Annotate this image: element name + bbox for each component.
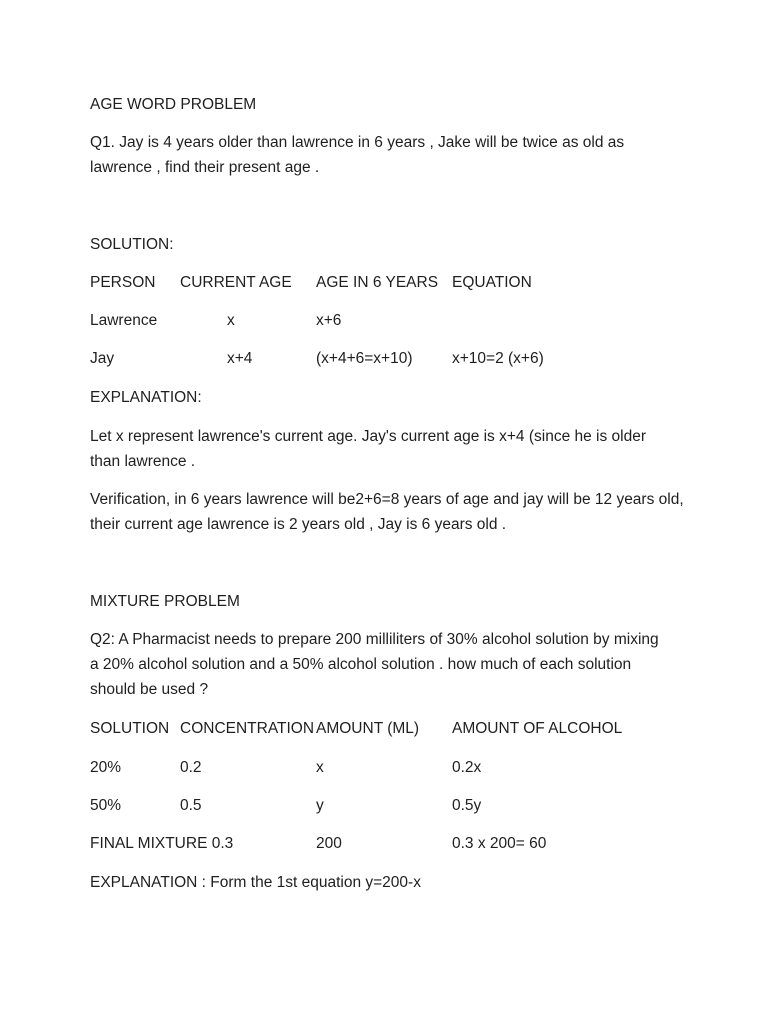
explanation-label: EXPLANATION: (90, 389, 202, 406)
mixture-table-cell: 0.5y (452, 797, 482, 814)
mixture-table-cell: 0.5 (180, 797, 202, 814)
age-table-cell: x+4 (227, 350, 253, 367)
mixture-table-cell: x (316, 759, 324, 776)
age-question: Q1. Jay is 4 years older than lawrence in 6 years , Jake will be twice as old as lawrence , find their present age . (90, 134, 625, 176)
age-table-cell: x (227, 312, 235, 329)
age-table-header-age-in-6-years: AGE IN 6 YEARS (316, 274, 439, 291)
mixture-section-heading: MIXTURE PROBLEM (90, 593, 240, 610)
age-table-cell: x+6 (316, 312, 342, 329)
age-table-header-current-age: CURRENT AGE (180, 274, 292, 291)
mixture-table-header-amount: AMOUNT (ML) (316, 720, 420, 737)
mixture-table-header-solution: SOLUTION (90, 720, 170, 737)
mixture-table-cell: 20% (90, 759, 122, 776)
age-table-cell: Jay (90, 350, 115, 367)
mixture-table-header-concentration: CONCENTRATION (180, 720, 315, 737)
mixture-table-header-row (90, 716, 690, 741)
mixture-table-final-alcohol: 0.3 x 200= 60 (452, 835, 547, 852)
table-row (90, 831, 690, 856)
mixture-explanation: EXPLANATION : Form the 1st equation y=200-x (90, 874, 421, 891)
age-table-header-person: PERSON (90, 274, 156, 291)
mixture-table-cell: 50% (90, 797, 122, 814)
mixture-table-final-amount: 200 (316, 835, 342, 852)
age-table-header-row (90, 270, 690, 295)
age-table-cell: (x+4+6=x+10) (316, 350, 413, 367)
mixture-table-cell: 0.2 (180, 759, 202, 776)
age-verification: Verification, in 6 years lawrence will be2+6=8 years of age and jay will be 12 years old, their current age lawrence is 2 years old , Jay is 6 years old . (90, 491, 684, 533)
age-explanation: Let x represent lawrence's current age. Jay's current age is x+4 (since he is older than lawrence . (90, 428, 647, 470)
age-section-heading: AGE WORD PROBLEM (90, 96, 257, 113)
mixture-table-cell: 0.2x (452, 759, 482, 776)
age-table-header-equation: EQUATION (452, 274, 532, 291)
mixture-table-header-amount-of-alcohol: AMOUNT OF ALCOHOL (452, 720, 623, 737)
mixture-table-final-label: FINAL MIXTURE 0.3 (90, 835, 234, 852)
solution-label: SOLUTION: (90, 236, 174, 253)
table-row (90, 793, 690, 818)
table-row (90, 755, 690, 780)
table-row (90, 308, 690, 333)
age-table-cell: x+10=2 (x+6) (452, 350, 544, 367)
mixture-table-cell: y (316, 797, 324, 814)
age-table-cell: Lawrence (90, 312, 158, 329)
mixture-question: Q2: A Pharmacist needs to prepare 200 milliliters of 30% alcohol solution by mixing a 20% alcohol solution and a 50% alcohol solution . how much of each solution should be used ? (90, 631, 659, 698)
table-row (90, 346, 690, 371)
